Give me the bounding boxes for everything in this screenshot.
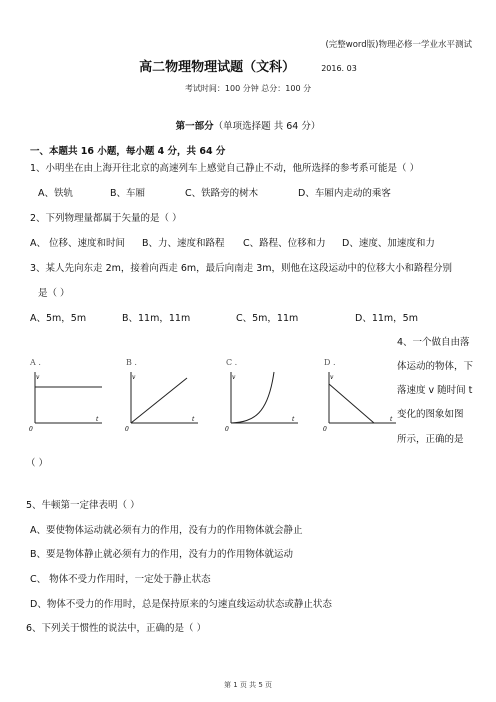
question-1-option-b: B、车厢 xyxy=(110,188,146,199)
question-4-text-line-4: 变化的图象如图 xyxy=(397,409,464,420)
graph-c-plot-curve xyxy=(231,372,274,423)
question-6-stem: 6、下列关于惯性的说法中，正确的是（ ） xyxy=(26,623,207,634)
graph-a-t-label: t xyxy=(96,416,99,423)
question-2-option-a: A、 位移、速度和时间 xyxy=(30,238,126,249)
question-1-stem: 1、小明坐在由上海开往北京的高速列车上感觉自己静止不动，他所选择的参考系可能是（ ） xyxy=(30,163,420,174)
question-2-option-c: C、路程、位移和力 xyxy=(243,238,326,249)
graph-a-label: A . xyxy=(30,358,41,367)
graph-b xyxy=(124,354,200,434)
exam-info: 考试时间：100 分钟 总分：100 分 xyxy=(184,84,312,93)
part-subtitle: （单项选择题 共 64 分） xyxy=(213,121,321,132)
question-2-option-b: B、力、速度和路程 xyxy=(142,238,225,249)
exam-title-text: 高二物理物理试题（文科） xyxy=(139,60,296,75)
section-heading: 一、本题共 16 小题，每小题 4 分，共 64 分 xyxy=(30,146,226,157)
question-5-option-d: D、物体不受力的作用时，总是保持原来的匀速直线运动状态或静止状态 xyxy=(30,599,332,610)
question-3-option-d: D、11m，5m xyxy=(355,313,418,324)
question-4-answer-blank: （ ） xyxy=(26,458,49,469)
graph-b-label: B . xyxy=(126,358,137,367)
graph-c-v-label: v xyxy=(232,374,236,381)
question-3-option-c: C、5m，11m xyxy=(236,313,299,324)
graph-c-origin: 0 xyxy=(225,426,229,433)
graph-d-t-label: t xyxy=(390,416,393,423)
question-2-option-d: D、速度、加速度和力 xyxy=(342,238,435,249)
question-5-option-b: B、要是物体静止就必须有力的作用，没有力的作用物体就运动 xyxy=(30,549,294,560)
graph-a-origin: 0 xyxy=(29,426,33,433)
question-4-text-line-3: 落速度 v 随时间 t xyxy=(397,385,473,396)
graph-a-v-label: v xyxy=(36,374,40,381)
exam-title xyxy=(0,56,496,75)
question-5-option-c: C、 物体不受力作用时，一定处于静止状态 xyxy=(30,574,211,585)
document-header-label: (完整word版)物理必修一学业水平测试 xyxy=(325,40,472,50)
question-1-option-a: A、铁轨 xyxy=(38,188,73,199)
question-3-option-b: B、11m，11m xyxy=(122,313,191,324)
graph-d-v-label: v xyxy=(330,374,334,381)
graph-d-label: D . xyxy=(324,358,336,367)
graph-c-label: C . xyxy=(226,358,238,367)
graph-c xyxy=(224,354,300,434)
question-4-text-line-5: 所示，正确的是 xyxy=(397,434,464,445)
graph-b-origin: 0 xyxy=(125,426,129,433)
question-4-text-line-2: 体运动的物体，下 xyxy=(397,361,474,372)
question-5-option-a: A、要使物体运动就必须有力的作用，没有力的作用物体就会静止 xyxy=(30,525,303,536)
graph-b-t-label: t xyxy=(192,416,195,423)
graph-d xyxy=(322,354,398,434)
page-footer: 第 1 页 共 5 页 xyxy=(223,681,273,689)
graph-c-t-label: t xyxy=(292,416,295,423)
question-3-option-a: A、5m，5m xyxy=(30,313,87,324)
question-5-stem: 5、牛顿第一定律表明（ ） xyxy=(26,500,140,511)
graph-a xyxy=(28,354,104,434)
question-4-text-line-1: 4、一个做自由落 xyxy=(397,337,470,348)
graph-b-plot-line xyxy=(131,378,187,423)
graph-d-plot-line xyxy=(329,384,374,423)
exam-date: 2016. 03 xyxy=(321,64,357,73)
question-1-option-c: C、铁路旁的树木 xyxy=(185,188,259,199)
question-3-stem-continued: 是（ ） xyxy=(38,288,70,299)
question-2-stem: 2、下列物理量都属于矢量的是（ ） xyxy=(30,213,182,224)
graph-b-v-label: v xyxy=(132,374,136,381)
question-3-stem: 3、某人先向东走 2m，接着向西走 6m，最后向南走 3m，则他在这段运动中的位移大小和路程分别 xyxy=(30,263,452,274)
part-heading xyxy=(0,118,496,132)
graph-d-origin: 0 xyxy=(323,426,327,433)
question-1-option-d: D、车厢内走动的乘客 xyxy=(298,188,391,199)
part-label: 第一部分 xyxy=(175,121,214,132)
